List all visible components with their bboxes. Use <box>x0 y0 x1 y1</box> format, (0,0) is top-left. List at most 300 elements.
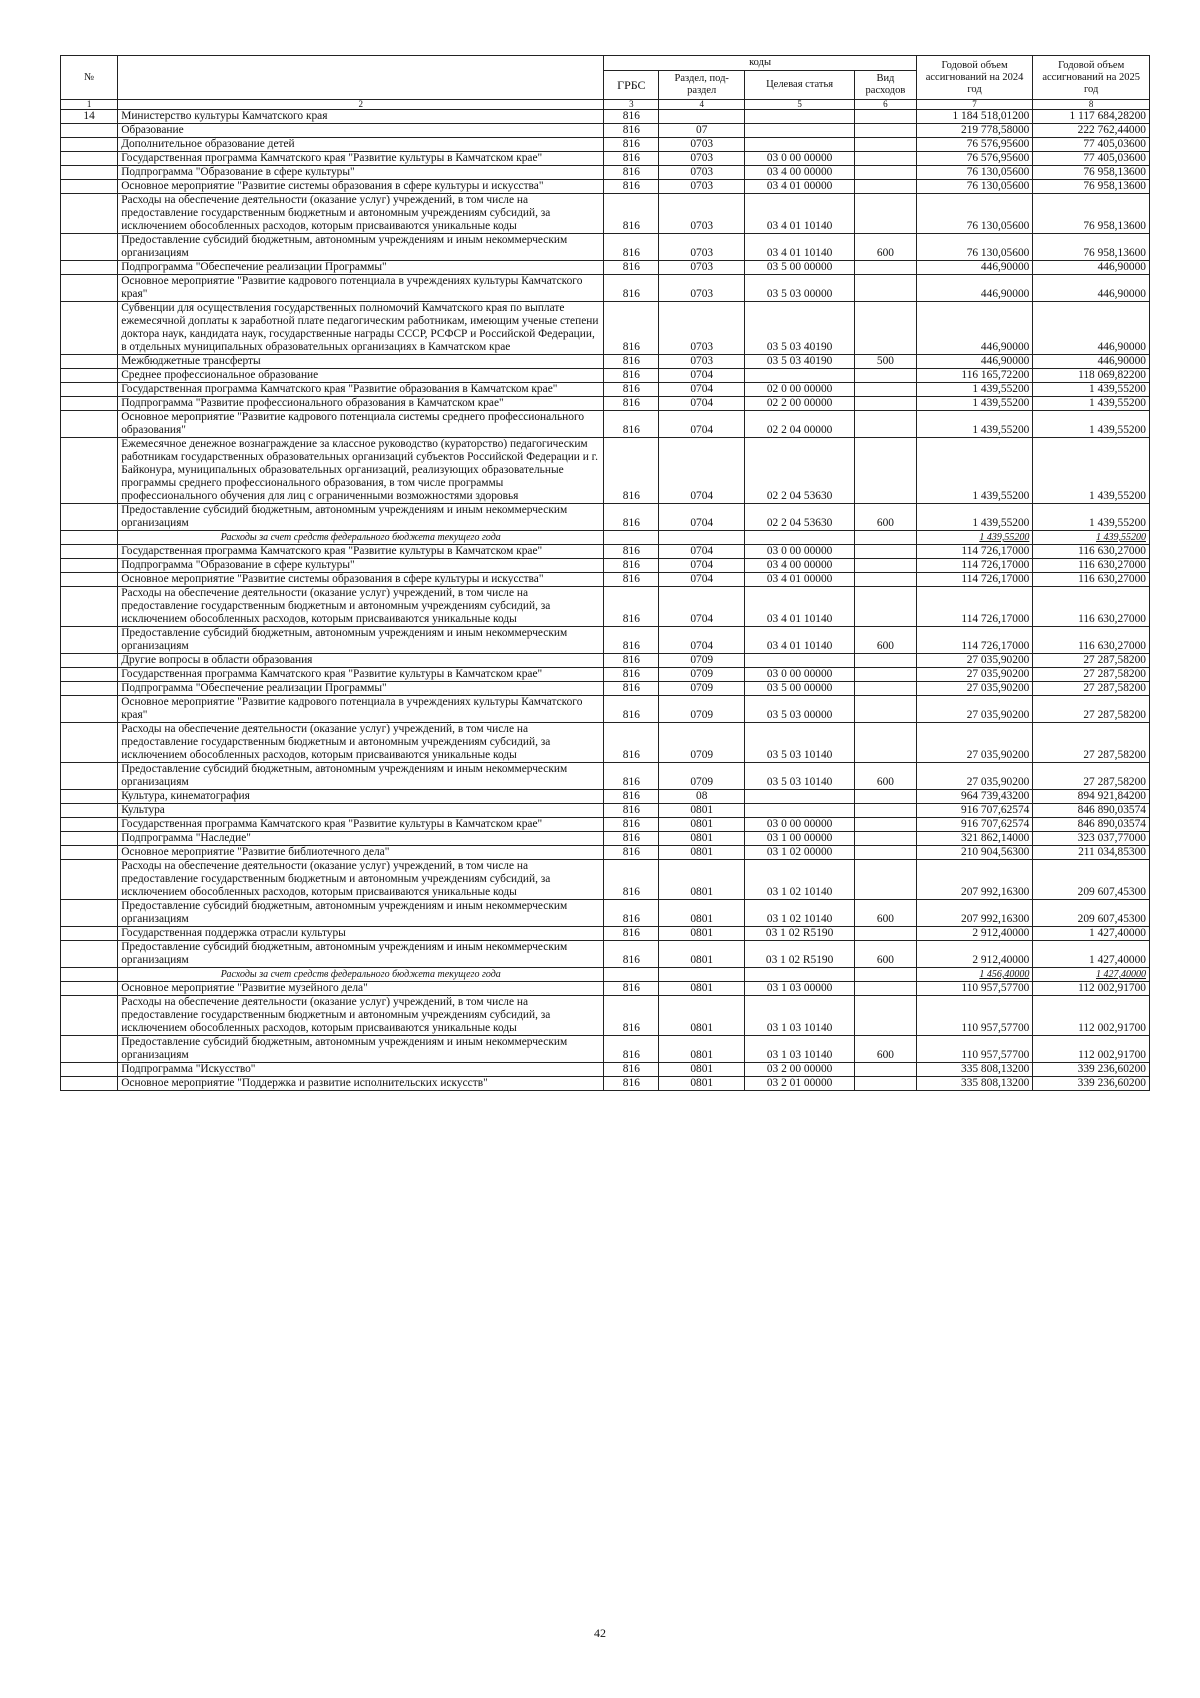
amount-2024: 2 912,40000 <box>916 927 1033 941</box>
row-number <box>61 138 118 152</box>
expense-kind <box>855 438 917 504</box>
table-row <box>61 1063 1150 1077</box>
table-row <box>61 559 1150 573</box>
amount-2024: 321 862,14000 <box>916 832 1033 846</box>
target-article: 03 4 01 10140 <box>745 234 855 261</box>
amount-2025: 339 236,60200 <box>1033 1063 1150 1077</box>
row-name: Основное мероприятие "Развитие кадрового потенциала в учреждениях культуры Камчатского края" <box>118 696 604 723</box>
expense-kind <box>855 832 917 846</box>
amount-2024: 114 726,17000 <box>916 545 1033 559</box>
table-row <box>61 587 1150 627</box>
row-number <box>61 654 118 668</box>
target-article: 02 2 04 53630 <box>745 438 855 504</box>
section-code: 0704 <box>659 587 745 627</box>
row-name: Государственная программа Камчатского края "Развитие культуры в Камчатском крае" <box>118 818 604 832</box>
grbs-code: 816 <box>604 1077 659 1091</box>
grbs-code: 816 <box>604 545 659 559</box>
column-index: 6 <box>855 100 917 110</box>
section-code: 0704 <box>659 397 745 411</box>
table-row <box>61 982 1150 996</box>
codes-header: коды <box>604 56 916 71</box>
row-number <box>61 1063 118 1077</box>
row-name: Субвенции для осуществления государственных полномочий Камчатского края по выплате ежемесячной доплаты к заработной плате педагогическим работникам, имеющим ученые степени доктора наук, кандидата наук, государственные награды СССР, РСФСР и Российской Федерации, в отдельных муниципальных образовательных организациях в Камчатском крае <box>118 302 604 355</box>
amount-2024: 114 726,17000 <box>916 559 1033 573</box>
row-name: Основное мероприятие "Развитие кадрового потенциала системы среднего профессионального образования" <box>118 411 604 438</box>
row-number <box>61 900 118 927</box>
target-article: 03 0 00 00000 <box>745 152 855 166</box>
grbs-code: 816 <box>604 996 659 1036</box>
amount-2025: 27 287,58200 <box>1033 763 1150 790</box>
row-number <box>61 531 118 545</box>
expense-kind <box>855 110 917 124</box>
grbs-code: 816 <box>604 587 659 627</box>
amount-2024: 207 992,16300 <box>916 860 1033 900</box>
amount-2024: 1 184 518,01200 <box>916 110 1033 124</box>
amount-2025: 116 630,27000 <box>1033 587 1150 627</box>
expense-kind <box>855 968 917 982</box>
amount-2025: 118 069,82200 <box>1033 369 1150 383</box>
amount-2025: 1 439,55200 <box>1033 531 1150 545</box>
grbs-code: 816 <box>604 846 659 860</box>
grbs-code: 816 <box>604 138 659 152</box>
amount-2024: 76 130,05600 <box>916 194 1033 234</box>
amount-2025: 446,90000 <box>1033 355 1150 369</box>
target-article: 03 5 00 00000 <box>745 261 855 275</box>
grbs-code: 816 <box>604 573 659 587</box>
budget-sheet <box>60 55 1150 1091</box>
table-row <box>61 723 1150 763</box>
section-code: 0703 <box>659 355 745 369</box>
grbs-code: 816 <box>604 723 659 763</box>
row-name: Ежемесячное денежное вознаграждение за классное руководство (кураторство) педагогическим работникам государственных образовательных организаций субъектов Российской Федерации и г. Байконура, муниципальных образовательных организаций, реализующих образовательные программы среднего профессионального образования, в том числе программы профессионального обучения для лиц с ограниченными возможностями здоровья <box>118 438 604 504</box>
section-code <box>659 110 745 124</box>
row-name: Подпрограмма "Обеспечение реализации Программы" <box>118 261 604 275</box>
row-number <box>61 996 118 1036</box>
amount-2024: 114 726,17000 <box>916 573 1033 587</box>
row-number <box>61 818 118 832</box>
amount-2024: 916 707,62574 <box>916 804 1033 818</box>
amount-2025: 446,90000 <box>1033 302 1150 355</box>
amount-2024: 76 576,95600 <box>916 138 1033 152</box>
expense-kind-header: Вид расходов <box>855 71 917 100</box>
expense-kind <box>855 654 917 668</box>
table-row <box>61 763 1150 790</box>
row-name: Подпрограмма "Образование в сфере культуры" <box>118 166 604 180</box>
expense-kind <box>855 397 917 411</box>
section-code: 0801 <box>659 996 745 1036</box>
target-article <box>745 968 855 982</box>
amount-2025: 76 958,13600 <box>1033 234 1150 261</box>
target-article: 03 5 00 00000 <box>745 682 855 696</box>
amount-2025: 846 890,03574 <box>1033 804 1150 818</box>
section-code: 0704 <box>659 573 745 587</box>
row-name: Среднее профессиональное образование <box>118 369 604 383</box>
grbs-code: 816 <box>604 900 659 927</box>
amount-2025: 116 630,27000 <box>1033 545 1150 559</box>
row-name: Предоставление субсидий бюджетным, автономным учреждениям и иным некоммерческим организациям <box>118 900 604 927</box>
target-article: 03 0 00 00000 <box>745 545 855 559</box>
row-name: Государственная программа Камчатского края "Развитие культуры в Камчатском крае" <box>118 668 604 682</box>
amount-2024: 76 130,05600 <box>916 166 1033 180</box>
amount-2025: 27 287,58200 <box>1033 668 1150 682</box>
expense-kind: 600 <box>855 234 917 261</box>
row-number <box>61 763 118 790</box>
expense-kind <box>855 587 917 627</box>
section-code: 0704 <box>659 545 745 559</box>
federal-funds-row <box>61 531 1150 545</box>
section-code: 0801 <box>659 804 745 818</box>
grbs-code: 816 <box>604 234 659 261</box>
section-code: 0801 <box>659 941 745 968</box>
row-number: 14 <box>61 110 118 124</box>
amount-2025: 446,90000 <box>1033 275 1150 302</box>
expense-kind <box>855 790 917 804</box>
amount-2025: 1 427,40000 <box>1033 968 1150 982</box>
target-article: 03 4 00 00000 <box>745 166 855 180</box>
grbs-code: 816 <box>604 275 659 302</box>
grbs-code: 816 <box>604 668 659 682</box>
amount-2024: 1 439,55200 <box>916 411 1033 438</box>
page-number: 42 <box>594 1626 606 1640</box>
amount-2025: 112 002,91700 <box>1033 982 1150 996</box>
column-index: 2 <box>118 100 604 110</box>
section-code: 0801 <box>659 860 745 900</box>
expense-kind <box>855 275 917 302</box>
target-article: 02 2 04 00000 <box>745 411 855 438</box>
table-row <box>61 860 1150 900</box>
amount-2024: 76 130,05600 <box>916 180 1033 194</box>
expense-kind <box>855 180 917 194</box>
amount-2024: 335 808,13200 <box>916 1077 1033 1091</box>
row-name: Расходы на обеспечение деятельности (оказание услуг) учреждений, в том числе на предоставление государственным бюджетным и автономным учреждениям субсидий, за исключением обособленных расходов, которым присваиваются уникальные коды <box>118 194 604 234</box>
row-name: Расходы на обеспечение деятельности (оказание услуг) учреждений, в том числе на предоставление государственным бюджетным и автономным учреждениям субсидий, за исключением обособленных расходов, которым присваиваются уникальные коды <box>118 860 604 900</box>
row-name: Расходы на обеспечение деятельности (оказание услуг) учреждений, в том числе на предоставление государственным бюджетным и автономным учреждениям субсидий, за исключением обособленных расходов, которым присваиваются уникальные коды <box>118 723 604 763</box>
section-code: 0703 <box>659 166 745 180</box>
expense-kind <box>855 124 917 138</box>
amount-2024: 446,90000 <box>916 275 1033 302</box>
amount-2024: 1 456,40000 <box>916 968 1033 982</box>
amount-2025: 27 287,58200 <box>1033 723 1150 763</box>
amount-2024: 219 778,58000 <box>916 124 1033 138</box>
table-row <box>61 654 1150 668</box>
row-number <box>61 180 118 194</box>
expense-kind <box>855 1063 917 1077</box>
target-article: 03 1 03 10140 <box>745 1036 855 1063</box>
amount-2025: 894 921,84200 <box>1033 790 1150 804</box>
amount-2025: 27 287,58200 <box>1033 682 1150 696</box>
amount-2024: 446,90000 <box>916 355 1033 369</box>
row-number <box>61 383 118 397</box>
target-article: 02 2 04 53630 <box>745 504 855 531</box>
row-number <box>61 860 118 900</box>
target-article: 03 5 03 10140 <box>745 763 855 790</box>
row-name: Культура, кинематография <box>118 790 604 804</box>
grbs-code: 816 <box>604 302 659 355</box>
column-index: 5 <box>745 100 855 110</box>
table-row <box>61 194 1150 234</box>
target-article: 03 4 01 00000 <box>745 573 855 587</box>
row-name: Основное мероприятие "Развитие музейного дела" <box>118 982 604 996</box>
amount-2024: 446,90000 <box>916 302 1033 355</box>
column-index: 1 <box>61 100 118 110</box>
row-name: Подпрограмма "Обеспечение реализации Программы" <box>118 682 604 696</box>
table-row <box>61 438 1150 504</box>
row-name: Основное мероприятие "Развитие системы образования в сфере культуры и искусства" <box>118 180 604 194</box>
expense-kind: 600 <box>855 1036 917 1063</box>
amount-2025: 1 427,40000 <box>1033 927 1150 941</box>
row-number <box>61 1036 118 1063</box>
amount-2024: 116 165,72200 <box>916 369 1033 383</box>
section-code: 0801 <box>659 832 745 846</box>
amount-2025: 77 405,03600 <box>1033 152 1150 166</box>
amount-2024: 2 912,40000 <box>916 941 1033 968</box>
row-number <box>61 696 118 723</box>
target-article: 03 2 01 00000 <box>745 1077 855 1091</box>
row-name: Расходы на обеспечение деятельности (оказание услуг) учреждений, в том числе на предоставление государственным бюджетным и автономным учреждениям субсидий, за исключением обособленных расходов, которым присваиваются уникальные коды <box>118 996 604 1036</box>
grbs-code: 816 <box>604 166 659 180</box>
amount-2024: 1 439,55200 <box>916 383 1033 397</box>
grbs-code: 816 <box>604 261 659 275</box>
target-article: 03 1 02 R5190 <box>745 927 855 941</box>
row-number <box>61 790 118 804</box>
grbs-code: 816 <box>604 682 659 696</box>
row-number <box>61 668 118 682</box>
year2025-header: Годовой объем ассигнований на 2025 год <box>1033 56 1150 100</box>
section-code: 0704 <box>659 559 745 573</box>
target-article: 03 4 01 10140 <box>745 194 855 234</box>
row-name: Расходы на обеспечение деятельности (оказание услуг) учреждений, в том числе на предоставление государственным бюджетным и автономным учреждениям субсидий, за исключением обособленных расходов, которым присваиваются уникальные коды <box>118 587 604 627</box>
row-name: Государственная программа Камчатского края "Развитие культуры в Камчатском крае" <box>118 152 604 166</box>
expense-kind <box>855 369 917 383</box>
section-code: 0801 <box>659 1077 745 1091</box>
row-number <box>61 504 118 531</box>
table-row <box>61 504 1150 531</box>
amount-2025: 1 439,55200 <box>1033 438 1150 504</box>
row-number <box>61 194 118 234</box>
amount-2024: 964 739,43200 <box>916 790 1033 804</box>
row-name: Государственная поддержка отрасли культуры <box>118 927 604 941</box>
amount-2025: 1 427,40000 <box>1033 941 1150 968</box>
grbs-code <box>604 531 659 545</box>
section-code: 0703 <box>659 275 745 302</box>
expense-kind <box>855 138 917 152</box>
row-number <box>61 982 118 996</box>
target-article: 03 1 02 10140 <box>745 900 855 927</box>
grbs-code: 816 <box>604 927 659 941</box>
amount-2024: 1 439,55200 <box>916 397 1033 411</box>
row-number <box>61 261 118 275</box>
grbs-code: 816 <box>604 790 659 804</box>
amount-2025: 446,90000 <box>1033 261 1150 275</box>
target-article: 02 2 00 00000 <box>745 397 855 411</box>
section-code: 0704 <box>659 369 745 383</box>
expense-kind <box>855 531 917 545</box>
table-row <box>61 818 1150 832</box>
amount-2025: 323 037,77000 <box>1033 832 1150 846</box>
amount-2025: 209 607,45300 <box>1033 860 1150 900</box>
grbs-code: 816 <box>604 180 659 194</box>
grbs-code: 816 <box>604 860 659 900</box>
row-name: Образование <box>118 124 604 138</box>
section-code: 0703 <box>659 194 745 234</box>
grbs-code: 816 <box>604 355 659 369</box>
section-code: 0704 <box>659 627 745 654</box>
table-row <box>61 668 1150 682</box>
table-row <box>61 152 1150 166</box>
row-number <box>61 411 118 438</box>
grbs-code: 816 <box>604 559 659 573</box>
row-name: Подпрограмма "Искусство" <box>118 1063 604 1077</box>
num-header: № <box>61 56 118 100</box>
section-code: 0703 <box>659 180 745 194</box>
grbs-code: 816 <box>604 124 659 138</box>
target-article: 03 0 00 00000 <box>745 668 855 682</box>
amount-2025: 209 607,45300 <box>1033 900 1150 927</box>
expense-kind: 500 <box>855 355 917 369</box>
grbs-code: 816 <box>604 763 659 790</box>
section-code: 0704 <box>659 438 745 504</box>
row-number <box>61 846 118 860</box>
row-number <box>61 302 118 355</box>
table-row <box>61 124 1150 138</box>
row-number <box>61 438 118 504</box>
section-code: 0703 <box>659 261 745 275</box>
section-code: 0709 <box>659 696 745 723</box>
section-code <box>659 968 745 982</box>
amount-2024: 27 035,90200 <box>916 723 1033 763</box>
section-code: 0704 <box>659 383 745 397</box>
row-number <box>61 573 118 587</box>
amount-2025: 1 439,55200 <box>1033 411 1150 438</box>
table-row <box>61 941 1150 968</box>
target-article: 03 1 02 00000 <box>745 846 855 860</box>
row-number <box>61 682 118 696</box>
target-article: 03 4 01 10140 <box>745 587 855 627</box>
amount-2024: 110 957,57700 <box>916 982 1033 996</box>
target-header: Целевая статья <box>745 71 855 100</box>
amount-2024: 27 035,90200 <box>916 668 1033 682</box>
amount-2024: 27 035,90200 <box>916 682 1033 696</box>
expense-kind <box>855 860 917 900</box>
table-row <box>61 900 1150 927</box>
target-article: 03 4 00 00000 <box>745 559 855 573</box>
section-code: 0704 <box>659 504 745 531</box>
table-body <box>61 110 1150 1091</box>
table-row <box>61 696 1150 723</box>
table-row <box>61 927 1150 941</box>
section-code: 0703 <box>659 234 745 261</box>
amount-2024: 76 576,95600 <box>916 152 1033 166</box>
column-index: 8 <box>1033 100 1150 110</box>
row-number <box>61 275 118 302</box>
expense-kind <box>855 682 917 696</box>
table-row <box>61 411 1150 438</box>
amount-2025: 1 439,55200 <box>1033 504 1150 531</box>
grbs-code: 816 <box>604 383 659 397</box>
expense-kind <box>855 411 917 438</box>
row-number <box>61 124 118 138</box>
table-row <box>61 234 1150 261</box>
amount-2025: 76 958,13600 <box>1033 194 1150 234</box>
column-index: 3 <box>604 100 659 110</box>
expense-kind: 600 <box>855 941 917 968</box>
table-row <box>61 369 1150 383</box>
row-number <box>61 397 118 411</box>
section-code: 0703 <box>659 152 745 166</box>
table-row <box>61 573 1150 587</box>
row-name: Предоставление субсидий бюджетным, автономным учреждениям и иным некоммерческим организациям <box>118 763 604 790</box>
row-number <box>61 152 118 166</box>
amount-2025: 211 034,85300 <box>1033 846 1150 860</box>
expense-kind <box>855 166 917 180</box>
section-code: 0703 <box>659 302 745 355</box>
row-name: Подпрограмма "Развитие профессионального образования в Камчатском крае" <box>118 397 604 411</box>
grbs-code: 816 <box>604 411 659 438</box>
expense-kind <box>855 573 917 587</box>
row-number <box>61 369 118 383</box>
grbs-code: 816 <box>604 504 659 531</box>
row-name: Основное мероприятие "Развитие системы образования в сфере культуры и искусства" <box>118 573 604 587</box>
amount-2025: 77 405,03600 <box>1033 138 1150 152</box>
grbs-code: 816 <box>604 654 659 668</box>
amount-2025: 116 630,27000 <box>1033 627 1150 654</box>
amount-2025: 1 439,55200 <box>1033 383 1150 397</box>
grbs-code: 816 <box>604 152 659 166</box>
table-row <box>61 804 1150 818</box>
grbs-code: 816 <box>604 627 659 654</box>
grbs-code: 816 <box>604 804 659 818</box>
row-name: Министерство культуры Камчатского края <box>118 110 604 124</box>
row-number <box>61 941 118 968</box>
amount-2024: 210 904,56300 <box>916 846 1033 860</box>
row-name: Государственная программа Камчатского края "Развитие культуры в Камчатском крае" <box>118 545 604 559</box>
amount-2024: 110 957,57700 <box>916 996 1033 1036</box>
row-number <box>61 723 118 763</box>
grbs-code: 816 <box>604 110 659 124</box>
expense-kind <box>855 302 917 355</box>
amount-2025: 112 002,91700 <box>1033 1036 1150 1063</box>
grbs-code: 816 <box>604 1036 659 1063</box>
section-code: 0801 <box>659 1063 745 1077</box>
expense-kind <box>855 982 917 996</box>
row-name: Предоставление субсидий бюджетным, автономным учреждениям и иным некоммерческим организациям <box>118 1036 604 1063</box>
grbs-code: 816 <box>604 397 659 411</box>
target-article <box>745 790 855 804</box>
grbs-code: 816 <box>604 941 659 968</box>
amount-2025: 116 630,27000 <box>1033 559 1150 573</box>
expense-kind <box>855 696 917 723</box>
section-code: 0801 <box>659 927 745 941</box>
target-article: 03 1 02 10140 <box>745 860 855 900</box>
table-row <box>61 996 1150 1036</box>
amount-2025: 116 630,27000 <box>1033 573 1150 587</box>
table-row <box>61 682 1150 696</box>
column-index: 7 <box>916 100 1033 110</box>
table-row <box>61 138 1150 152</box>
table-row <box>61 846 1150 860</box>
expense-kind <box>855 152 917 166</box>
row-name: Подпрограмма "Наследие" <box>118 832 604 846</box>
target-article: 02 0 00 00000 <box>745 383 855 397</box>
row-name: Основное мероприятие "Поддержка и развитие исполнительских искусств" <box>118 1077 604 1091</box>
row-number <box>61 355 118 369</box>
grbs-code: 816 <box>604 818 659 832</box>
target-article <box>745 654 855 668</box>
amount-2025: 1 117 684,28200 <box>1033 110 1150 124</box>
expense-kind <box>855 383 917 397</box>
target-article: 03 5 03 00000 <box>745 696 855 723</box>
section-code: 0709 <box>659 763 745 790</box>
